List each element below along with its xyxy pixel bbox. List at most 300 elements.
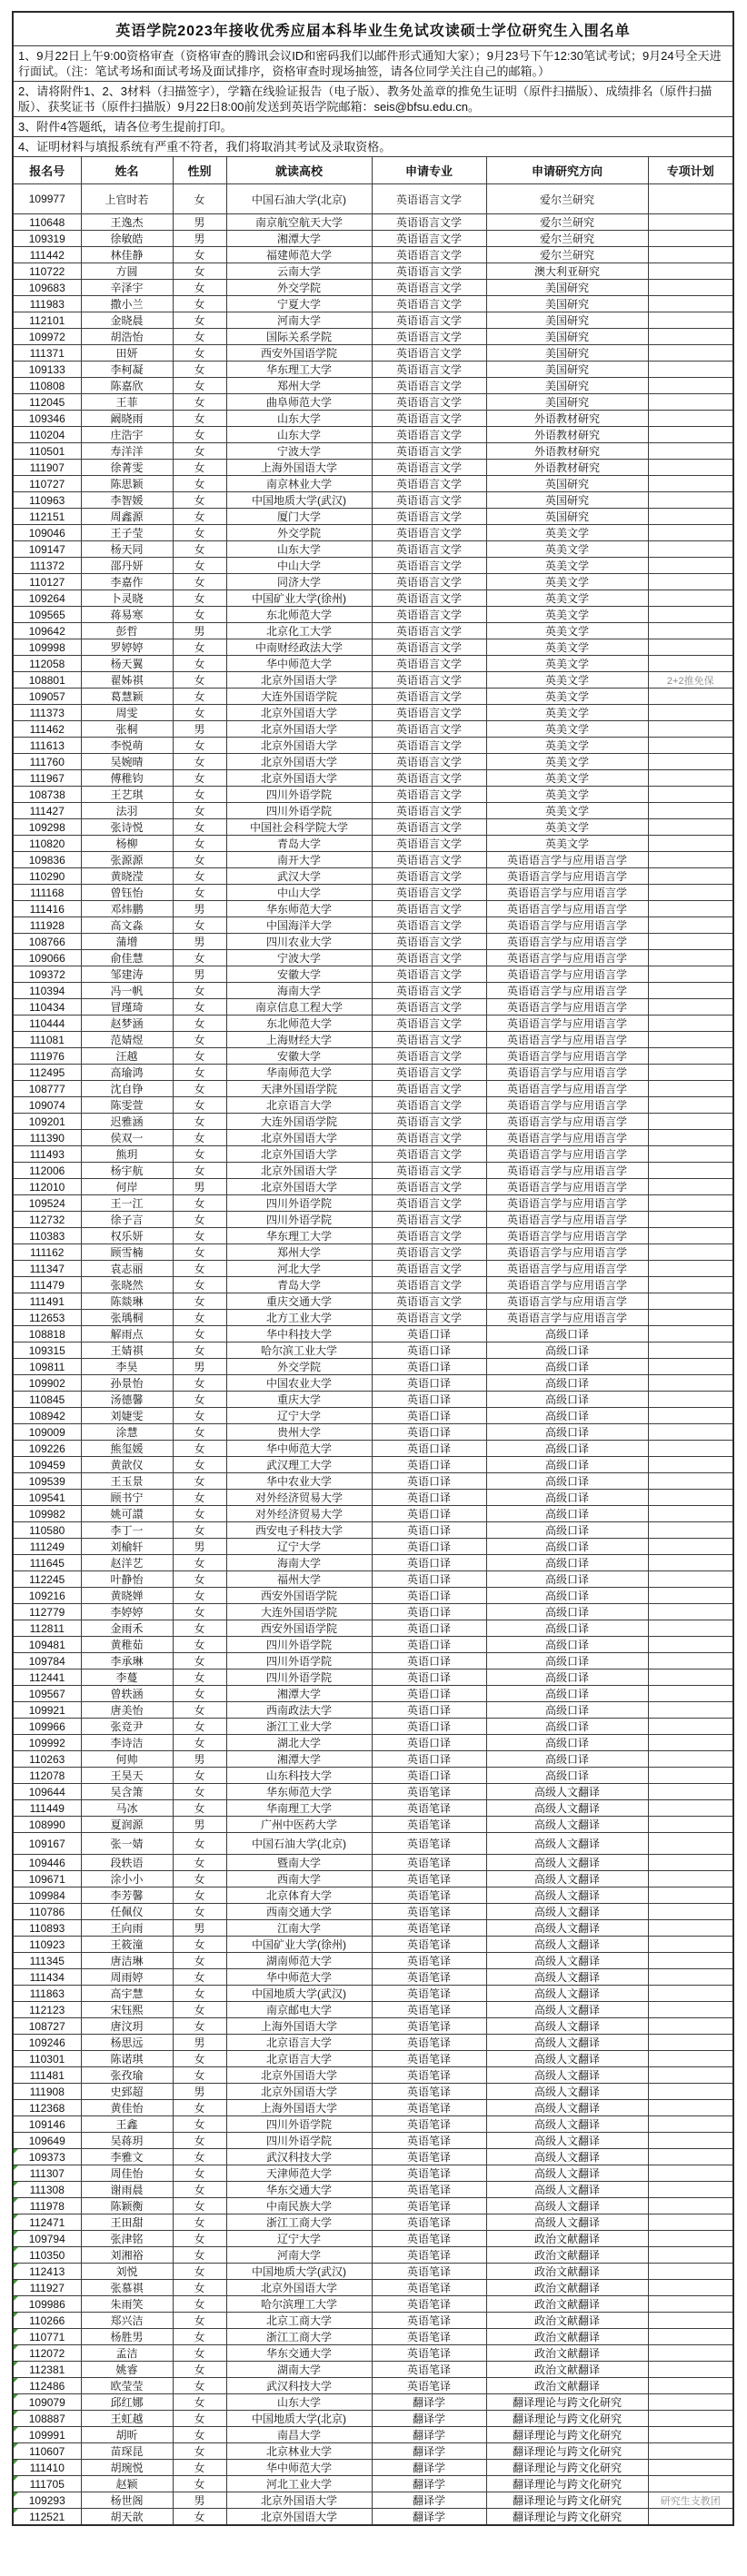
cell-special-plan[interactable]	[648, 1392, 733, 1408]
cell-gender[interactable]: 女	[173, 558, 226, 574]
cell-direction[interactable]: 高级人文翻译	[486, 1871, 648, 1887]
cell-special-plan[interactable]	[648, 1163, 733, 1179]
cell-special-plan[interactable]	[648, 1081, 733, 1097]
cell-reg-no[interactable]: 112779	[13, 1604, 81, 1620]
cell-major[interactable]: 英语笔译	[372, 2362, 486, 2378]
cell-name[interactable]: 徐敏皓	[81, 231, 173, 247]
cell-reg-no[interactable]: 110580	[13, 1522, 81, 1539]
cell-major[interactable]: 英语语言文学	[372, 689, 486, 705]
cell-name[interactable]: 李柯凝	[81, 362, 173, 378]
cell-gender[interactable]: 女	[173, 1871, 226, 1887]
cell-name[interactable]: 权乐妍	[81, 1228, 173, 1244]
cell-gender[interactable]: 女	[173, 2133, 226, 2149]
cell-reg-no[interactable]: 112486	[13, 2378, 81, 2394]
cell-gender[interactable]: 男	[173, 966, 226, 983]
cell-name[interactable]: 史郅超	[81, 2084, 173, 2100]
cell-reg-no[interactable]: 111462	[13, 721, 81, 738]
cell-special-plan[interactable]	[648, 2116, 733, 2133]
cell-direction[interactable]: 美国研究	[486, 312, 648, 329]
cell-university[interactable]: 北京外国语大学	[226, 721, 372, 738]
cell-direction[interactable]: 英语语言学与应用语言学	[486, 1293, 648, 1310]
cell-special-plan[interactable]	[648, 2362, 733, 2378]
cell-major[interactable]: 英语口译	[372, 1751, 486, 1768]
cell-university[interactable]: 中国地质大学(北京)	[226, 2411, 372, 2427]
cell-reg-no[interactable]: 109459	[13, 1457, 81, 1473]
cell-reg-no[interactable]: 109315	[13, 1342, 81, 1359]
cell-special-plan[interactable]	[648, 2411, 733, 2427]
cell-special-plan[interactable]	[648, 492, 733, 509]
cell-reg-no[interactable]: 112653	[13, 1310, 81, 1326]
cell-major[interactable]: 英语口译	[372, 1653, 486, 1669]
cell-name[interactable]: 王筱潼	[81, 1937, 173, 1953]
cell-gender[interactable]: 女	[173, 819, 226, 836]
cell-reg-no[interactable]: 109966	[13, 1719, 81, 1735]
cell-name[interactable]: 涂慧	[81, 1424, 173, 1441]
cell-special-plan[interactable]	[648, 1457, 733, 1473]
cell-direction[interactable]: 美国研究	[486, 378, 648, 394]
cell-major[interactable]: 英语口译	[372, 1490, 486, 1506]
cell-major[interactable]: 英语语言文学	[372, 427, 486, 443]
cell-special-plan[interactable]	[648, 1506, 733, 1522]
cell-direction[interactable]: 外语教材研究	[486, 460, 648, 476]
cell-direction[interactable]: 高级人文翻译	[486, 1920, 648, 1937]
cell-major[interactable]: 英语语言文学	[372, 1016, 486, 1032]
cell-direction[interactable]: 高级人文翻译	[486, 2198, 648, 2214]
cell-name[interactable]: 李芳馨	[81, 1887, 173, 1904]
cell-major[interactable]: 英语语言文学	[372, 1293, 486, 1310]
cell-direction[interactable]: 英语语言学与应用语言学	[486, 1032, 648, 1048]
cell-major[interactable]: 英语语言文学	[372, 1228, 486, 1244]
cell-name[interactable]: 胡天歆	[81, 2509, 173, 2526]
cell-reg-no[interactable]: 111345	[13, 1953, 81, 1969]
cell-name[interactable]: 杨世阁	[81, 2492, 173, 2509]
cell-special-plan[interactable]	[648, 1920, 733, 1937]
cell-major[interactable]: 英语口译	[372, 1555, 486, 1571]
cell-special-plan[interactable]	[648, 2296, 733, 2313]
cell-university[interactable]: 西安电子科技大学	[226, 1522, 372, 1539]
cell-direction[interactable]: 高级人文翻译	[486, 1937, 648, 1953]
cell-reg-no[interactable]: 112045	[13, 394, 81, 411]
cell-major[interactable]: 英语语言文学	[372, 1244, 486, 1261]
cell-name[interactable]: 俞佳慧	[81, 950, 173, 966]
cell-special-plan[interactable]	[648, 1604, 733, 1620]
cell-major[interactable]: 英语口译	[372, 1522, 486, 1539]
cell-special-plan[interactable]	[648, 1522, 733, 1539]
cell-direction[interactable]: 高级口译	[486, 1359, 648, 1375]
cell-reg-no[interactable]: 112072	[13, 2345, 81, 2362]
cell-direction[interactable]: 高级人文翻译	[486, 2133, 648, 2149]
cell-name[interactable]: 杨胜男	[81, 2329, 173, 2345]
cell-name[interactable]: 陈燚琳	[81, 1293, 173, 1310]
cell-university[interactable]: 郑州大学	[226, 1244, 372, 1261]
cell-major[interactable]: 英语语言文学	[372, 214, 486, 231]
cell-name[interactable]: 王鑫	[81, 2116, 173, 2133]
cell-major[interactable]: 英语语言文学	[372, 541, 486, 558]
cell-university[interactable]: 河南大学	[226, 2247, 372, 2264]
cell-major[interactable]: 英语笔译	[372, 2149, 486, 2165]
cell-reg-no[interactable]: 111645	[13, 1555, 81, 1571]
cell-major[interactable]: 英语笔译	[372, 1904, 486, 1920]
cell-major[interactable]: 翻译学	[372, 2411, 486, 2427]
cell-name[interactable]: 周雨婷	[81, 1969, 173, 1986]
cell-gender[interactable]: 女	[173, 1887, 226, 1904]
cell-major[interactable]: 英语语言文学	[372, 770, 486, 787]
cell-direction[interactable]: 英语语言学与应用语言学	[486, 885, 648, 901]
cell-major[interactable]: 英语口译	[372, 1441, 486, 1457]
cell-gender[interactable]: 男	[173, 1920, 226, 1937]
cell-gender[interactable]: 女	[173, 1473, 226, 1490]
cell-university[interactable]: 贵州大学	[226, 1424, 372, 1441]
cell-special-plan[interactable]	[648, 689, 733, 705]
cell-direction[interactable]: 高级口译	[486, 1620, 648, 1637]
cell-direction[interactable]: 美国研究	[486, 345, 648, 362]
cell-reg-no[interactable]: 111907	[13, 460, 81, 476]
cell-gender[interactable]: 男	[173, 1359, 226, 1375]
cell-direction[interactable]: 政治文献翻译	[486, 2345, 648, 2362]
cell-gender[interactable]: 女	[173, 247, 226, 263]
cell-name[interactable]: 段轶语	[81, 1855, 173, 1871]
cell-reg-no[interactable]: 110963	[13, 492, 81, 509]
cell-special-plan[interactable]	[648, 983, 733, 999]
cell-university[interactable]: 中南民族大学	[226, 2198, 372, 2214]
cell-university[interactable]: 四川外语学院	[226, 2133, 372, 2149]
cell-major[interactable]: 英语口译	[372, 1473, 486, 1490]
cell-university[interactable]: 郑州大学	[226, 378, 372, 394]
cell-name[interactable]: 沈自铮	[81, 1081, 173, 1097]
cell-major[interactable]: 英语笔译	[372, 1937, 486, 1953]
cell-direction[interactable]: 英美文学	[486, 541, 648, 558]
cell-name[interactable]: 曾轶涵	[81, 1686, 173, 1702]
cell-university[interactable]: 四川农业大学	[226, 934, 372, 950]
cell-gender[interactable]: 女	[173, 1506, 226, 1522]
cell-gender[interactable]: 男	[173, 1817, 226, 1833]
cell-gender[interactable]: 女	[173, 443, 226, 460]
cell-gender[interactable]: 女	[173, 2116, 226, 2133]
cell-gender[interactable]: 女	[173, 345, 226, 362]
cell-special-plan[interactable]	[648, 345, 733, 362]
cell-university[interactable]: 浙江工商大学	[226, 2214, 372, 2231]
cell-reg-no[interactable]: 112078	[13, 1768, 81, 1784]
cell-name[interactable]: 张津铭	[81, 2231, 173, 2247]
cell-gender[interactable]: 女	[173, 2051, 226, 2067]
cell-direction[interactable]: 澳大利亚研究	[486, 263, 648, 280]
cell-university[interactable]: 中国地质大学(武汉)	[226, 492, 372, 509]
cell-name[interactable]: 熊玺媛	[81, 1441, 173, 1457]
cell-direction[interactable]: 高级口译	[486, 1342, 648, 1359]
cell-direction[interactable]: 美国研究	[486, 296, 648, 312]
cell-direction[interactable]: 英美文学	[486, 623, 648, 639]
cell-major[interactable]: 英语笔译	[372, 2313, 486, 2329]
cell-university[interactable]: 中国矿业大学(徐州)	[226, 590, 372, 607]
cell-gender[interactable]: 女	[173, 1342, 226, 1359]
cell-major[interactable]: 英语笔译	[372, 2345, 486, 2362]
cell-direction[interactable]: 英语语言学与应用语言学	[486, 999, 648, 1016]
cell-reg-no[interactable]: 109057	[13, 689, 81, 705]
cell-major[interactable]: 英语语言文学	[372, 738, 486, 754]
cell-special-plan[interactable]	[648, 1937, 733, 1953]
cell-direction[interactable]: 高级人文翻译	[486, 2116, 648, 2133]
cell-gender[interactable]: 女	[173, 1424, 226, 1441]
cell-major[interactable]: 英语口译	[372, 1620, 486, 1637]
cell-name[interactable]: 黄佳怡	[81, 2100, 173, 2116]
cell-major[interactable]: 英语语言文学	[372, 1195, 486, 1212]
col-header-university[interactable]: 就读高校	[226, 157, 372, 184]
cell-university[interactable]: 北京化工大学	[226, 623, 372, 639]
cell-direction[interactable]: 高级口译	[486, 1473, 648, 1490]
cell-name[interactable]: 邱红娜	[81, 2394, 173, 2411]
cell-reg-no[interactable]: 111372	[13, 558, 81, 574]
cell-direction[interactable]: 美国研究	[486, 280, 648, 296]
cell-name[interactable]: 杨天同	[81, 541, 173, 558]
cell-reg-no[interactable]: 112245	[13, 1571, 81, 1588]
cell-name[interactable]: 周雯	[81, 705, 173, 721]
cell-name[interactable]: 徐菁雯	[81, 460, 173, 476]
cell-university[interactable]: 湘潭大学	[226, 1686, 372, 1702]
cell-special-plan[interactable]	[648, 1130, 733, 1146]
cell-reg-no[interactable]: 109346	[13, 411, 81, 427]
cell-major[interactable]: 英语语言文学	[372, 721, 486, 738]
cell-university[interactable]: 湖北大学	[226, 1735, 372, 1751]
cell-special-plan[interactable]	[648, 1473, 733, 1490]
cell-name[interactable]: 汪越	[81, 1048, 173, 1065]
cell-special-plan[interactable]	[648, 2051, 733, 2067]
cell-reg-no[interactable]: 108766	[13, 934, 81, 950]
cell-university[interactable]: 西安外国语学院	[226, 345, 372, 362]
cell-major[interactable]: 英语语言文学	[372, 1261, 486, 1277]
cell-name[interactable]: 陈诺琪	[81, 2051, 173, 2067]
cell-special-plan[interactable]	[648, 754, 733, 770]
cell-special-plan[interactable]	[648, 852, 733, 868]
cell-special-plan[interactable]	[648, 2018, 733, 2035]
cell-special-plan[interactable]	[648, 1969, 733, 1986]
cell-reg-no[interactable]: 111613	[13, 738, 81, 754]
cell-direction[interactable]: 高级口译	[486, 1408, 648, 1424]
cell-direction[interactable]: 英语语言学与应用语言学	[486, 1146, 648, 1163]
cell-reg-no[interactable]: 112381	[13, 2362, 81, 2378]
cell-name[interactable]: 范婧煜	[81, 1032, 173, 1048]
cell-name[interactable]: 林佳静	[81, 247, 173, 263]
cell-reg-no[interactable]: 111081	[13, 1032, 81, 1048]
cell-gender[interactable]: 女	[173, 1081, 226, 1097]
cell-name[interactable]: 周佳怡	[81, 2165, 173, 2182]
cell-gender[interactable]: 女	[173, 2002, 226, 2018]
cell-university[interactable]: 山东大学	[226, 427, 372, 443]
cell-reg-no[interactable]: 111416	[13, 901, 81, 917]
cell-gender[interactable]: 女	[173, 1571, 226, 1588]
cell-direction[interactable]: 政治文献翻译	[486, 2362, 648, 2378]
cell-gender[interactable]: 女	[173, 2394, 226, 2411]
cell-direction[interactable]: 英国研究	[486, 476, 648, 492]
cell-direction[interactable]: 高级人文翻译	[486, 2084, 648, 2100]
cell-university[interactable]: 南京邮电大学	[226, 2002, 372, 2018]
cell-special-plan[interactable]	[648, 1179, 733, 1195]
cell-reg-no[interactable]: 109642	[13, 623, 81, 639]
cell-gender[interactable]: 女	[173, 2182, 226, 2198]
cell-name[interactable]: 何帅	[81, 1751, 173, 1768]
cell-direction[interactable]: 政治文献翻译	[486, 2280, 648, 2296]
cell-special-plan[interactable]	[648, 1032, 733, 1048]
cell-gender[interactable]: 女	[173, 1653, 226, 1669]
cell-reg-no[interactable]: 111908	[13, 2084, 81, 2100]
cell-name[interactable]: 高宇慧	[81, 1986, 173, 2002]
cell-name[interactable]: 徐子言	[81, 1212, 173, 1228]
cell-major[interactable]: 英语笔译	[372, 1833, 486, 1855]
cell-name[interactable]: 黄晓滢	[81, 868, 173, 885]
cell-major[interactable]: 英语笔译	[372, 2214, 486, 2231]
cell-direction[interactable]: 英语语言学与应用语言学	[486, 1081, 648, 1097]
cell-name[interactable]: 邹建涛	[81, 966, 173, 983]
cell-major[interactable]: 英语语言文学	[372, 492, 486, 509]
cell-gender[interactable]: 女	[173, 2149, 226, 2165]
cell-special-plan[interactable]	[648, 214, 733, 231]
cell-direction[interactable]: 英美文学	[486, 787, 648, 803]
cell-university[interactable]: 山东大学	[226, 411, 372, 427]
cell-special-plan[interactable]	[648, 1719, 733, 1735]
cell-reg-no[interactable]: 109226	[13, 1441, 81, 1457]
cell-reg-no[interactable]: 111442	[13, 247, 81, 263]
cell-name[interactable]: 赵颖	[81, 2476, 173, 2492]
cell-direction[interactable]: 政治文献翻译	[486, 2231, 648, 2247]
cell-reg-no[interactable]: 110727	[13, 476, 81, 492]
cell-gender[interactable]: 女	[173, 1441, 226, 1457]
cell-major[interactable]: 英语语言文学	[372, 329, 486, 345]
cell-university[interactable]: 北京体育大学	[226, 1887, 372, 1904]
cell-direction[interactable]: 爱尔兰研究	[486, 247, 648, 263]
cell-name[interactable]: 李诗洁	[81, 1735, 173, 1751]
cell-gender[interactable]: 女	[173, 639, 226, 656]
cell-university[interactable]: 南京林业大学	[226, 476, 372, 492]
cell-name[interactable]: 李承琳	[81, 1653, 173, 1669]
cell-major[interactable]: 英语口译	[372, 1637, 486, 1653]
cell-major[interactable]: 英语语言文学	[372, 312, 486, 329]
cell-gender[interactable]: 女	[173, 1669, 226, 1686]
cell-university[interactable]: 华东交通大学	[226, 2345, 372, 2362]
cell-reg-no[interactable]: 111373	[13, 705, 81, 721]
cell-major[interactable]: 英语笔译	[372, 2067, 486, 2084]
cell-special-plan[interactable]	[648, 574, 733, 590]
cell-gender[interactable]: 女	[173, 607, 226, 623]
cell-special-plan[interactable]	[648, 2247, 733, 2264]
cell-gender[interactable]: 女	[173, 1686, 226, 1702]
cell-name[interactable]: 刘湘裕	[81, 2247, 173, 2264]
cell-university[interactable]: 中国石油大学(北京)	[226, 184, 372, 214]
cell-special-plan[interactable]	[648, 1871, 733, 1887]
cell-gender[interactable]: 女	[173, 1604, 226, 1620]
cell-university[interactable]: 山东科技大学	[226, 1768, 372, 1784]
cell-name[interactable]: 寿洋洋	[81, 443, 173, 460]
cell-name[interactable]: 王婧祺	[81, 1342, 173, 1359]
cell-special-plan[interactable]	[648, 312, 733, 329]
cell-university[interactable]: 青岛大学	[226, 1277, 372, 1293]
cell-university[interactable]: 辽宁大学	[226, 1539, 372, 1555]
cell-name[interactable]: 阚晓雨	[81, 411, 173, 427]
cell-special-plan[interactable]	[648, 1855, 733, 1871]
cell-gender[interactable]: 女	[173, 999, 226, 1016]
cell-reg-no[interactable]: 112732	[13, 1212, 81, 1228]
cell-gender[interactable]: 女	[173, 787, 226, 803]
cell-university[interactable]: 中山大学	[226, 885, 372, 901]
cell-reg-no[interactable]: 111307	[13, 2165, 81, 2182]
cell-direction[interactable]: 翻译理论与跨文化研究	[486, 2476, 648, 2492]
cell-major[interactable]: 英语语言文学	[372, 443, 486, 460]
cell-reg-no[interactable]: 112368	[13, 2100, 81, 2116]
cell-direction[interactable]: 高级口译	[486, 1424, 648, 1441]
cell-direction[interactable]: 高级人文翻译	[486, 2002, 648, 2018]
cell-name[interactable]: 撒小兰	[81, 296, 173, 312]
cell-name[interactable]: 邓炜鹏	[81, 901, 173, 917]
cell-reg-no[interactable]: 109902	[13, 1375, 81, 1392]
cell-name[interactable]: 张慕祺	[81, 2280, 173, 2296]
cell-reg-no[interactable]: 112123	[13, 2002, 81, 2018]
cell-reg-no[interactable]: 109984	[13, 1887, 81, 1904]
cell-name[interactable]: 胡浩怡	[81, 329, 173, 345]
cell-gender[interactable]: 女	[173, 263, 226, 280]
cell-special-plan[interactable]	[648, 999, 733, 1016]
cell-gender[interactable]: 女	[173, 754, 226, 770]
cell-name[interactable]: 葛慧颖	[81, 689, 173, 705]
cell-university[interactable]: 北京语言大学	[226, 2035, 372, 2051]
cell-direction[interactable]: 英美文学	[486, 754, 648, 770]
cell-reg-no[interactable]: 109977	[13, 184, 81, 214]
cell-special-plan[interactable]	[648, 1904, 733, 1920]
cell-university[interactable]: 中南财经政法大学	[226, 639, 372, 656]
cell-major[interactable]: 英语语言文学	[372, 803, 486, 819]
cell-university[interactable]: 华东交通大学	[226, 2182, 372, 2198]
cell-reg-no[interactable]: 109074	[13, 1097, 81, 1114]
cell-special-plan[interactable]	[648, 476, 733, 492]
cell-major[interactable]: 英语语言文学	[372, 184, 486, 214]
cell-university[interactable]: 大连外国语学院	[226, 689, 372, 705]
cell-gender[interactable]: 女	[173, 2427, 226, 2443]
cell-special-plan[interactable]	[648, 1212, 733, 1228]
cell-name[interactable]: 张竞尹	[81, 1719, 173, 1735]
cell-name[interactable]: 金晓晨	[81, 312, 173, 329]
cell-name[interactable]: 高文淼	[81, 917, 173, 934]
cell-major[interactable]: 英语语言文学	[372, 1277, 486, 1293]
cell-special-plan[interactable]	[648, 2067, 733, 2084]
cell-special-plan[interactable]	[648, 1637, 733, 1653]
cell-major[interactable]: 英语笔译	[372, 1969, 486, 1986]
cell-gender[interactable]: 女	[173, 1228, 226, 1244]
cell-gender[interactable]: 男	[173, 214, 226, 231]
cell-special-plan[interactable]	[648, 2329, 733, 2345]
cell-university[interactable]: 浙江工业大学	[226, 1719, 372, 1735]
cell-direction[interactable]: 英语语言学与应用语言学	[486, 983, 648, 999]
cell-major[interactable]: 翻译学	[372, 2492, 486, 2509]
cell-university[interactable]: 四川外语学院	[226, 787, 372, 803]
cell-major[interactable]: 英语笔译	[372, 1855, 486, 1871]
cell-special-plan[interactable]	[648, 1817, 733, 1833]
cell-university[interactable]: 北京外国语大学	[226, 2084, 372, 2100]
cell-name[interactable]: 谢雨晨	[81, 2182, 173, 2198]
cell-special-plan[interactable]	[648, 2035, 733, 2051]
cell-special-plan[interactable]	[648, 411, 733, 427]
cell-major[interactable]: 英语语言文学	[372, 345, 486, 362]
cell-university[interactable]: 外交学院	[226, 1359, 372, 1375]
cell-name[interactable]: 杨柳	[81, 836, 173, 852]
cell-name[interactable]: 王子莹	[81, 525, 173, 541]
cell-direction[interactable]: 高级口译	[486, 1588, 648, 1604]
cell-special-plan[interactable]	[648, 1244, 733, 1261]
cell-direction[interactable]: 美国研究	[486, 362, 648, 378]
cell-gender[interactable]: 女	[173, 2345, 226, 2362]
cell-special-plan[interactable]	[648, 1653, 733, 1669]
cell-gender[interactable]: 女	[173, 950, 226, 966]
cell-major[interactable]: 英语笔译	[372, 2035, 486, 2051]
cell-gender[interactable]: 女	[173, 1032, 226, 1048]
cell-special-plan[interactable]	[648, 1342, 733, 1359]
cell-reg-no[interactable]: 111479	[13, 1277, 81, 1293]
